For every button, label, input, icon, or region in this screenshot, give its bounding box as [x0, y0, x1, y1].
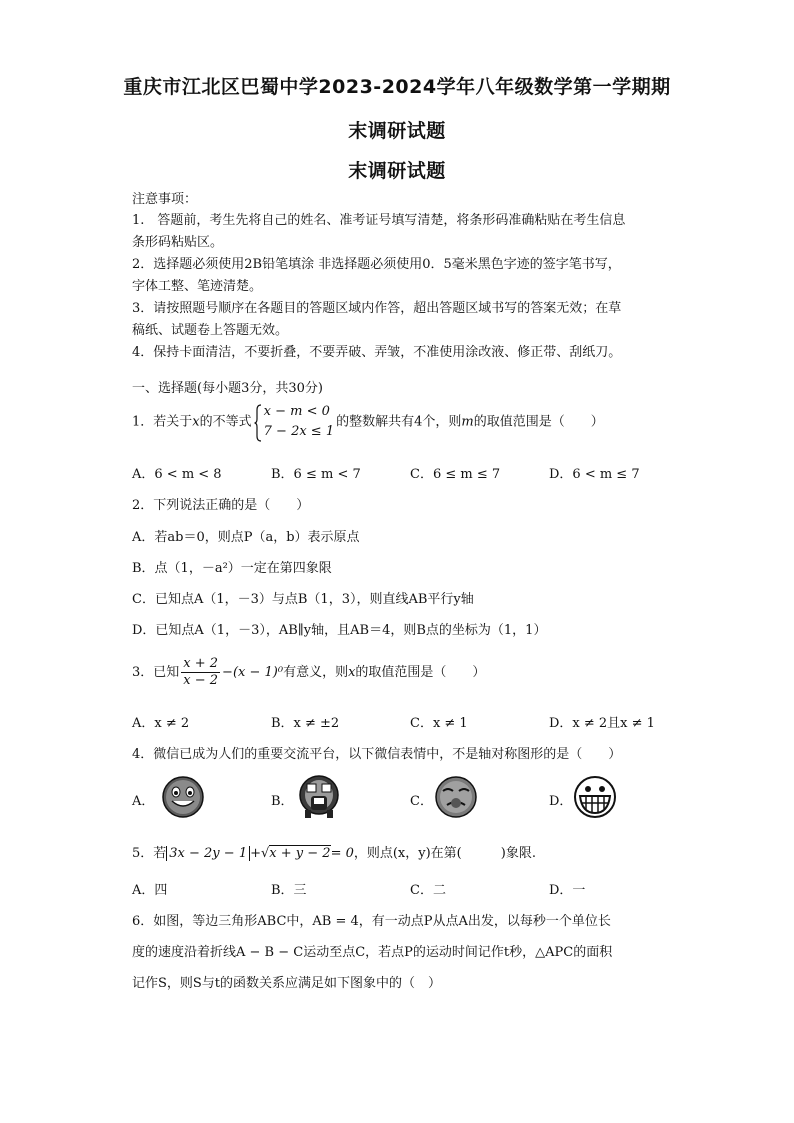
q2-option-d[interactable]: D．已知点A（1，－3），AB∥y轴，且AB＝4，则B点的坐标为（1，1） — [132, 623, 547, 638]
q3-tail: −(x − 1)⁰ — [222, 665, 284, 680]
q3-option-d[interactable]: D．x ≠ 2且x ≠ 1 — [549, 716, 655, 731]
q1-inequality-1: x − m < 0 — [263, 404, 330, 419]
notice-line: 3．请按照题号顺序在各题目的答题区域内作答，超出答题区域书写的答案无效；在草 — [132, 301, 622, 316]
q1-option-a[interactable]: A．6 < m < 8 — [132, 467, 222, 482]
q1-pre: 1．若关于 — [132, 414, 193, 430]
q5-radicand: x + y − 2 — [269, 846, 331, 861]
q5-option-a[interactable]: A．四 — [132, 883, 168, 898]
q1-option-c[interactable]: C．6 ≤ m ≤ 7 — [410, 467, 501, 482]
q1-inequality-system — [254, 402, 334, 442]
q3-numerator: x + 2 — [183, 656, 219, 671]
notice-line: 4．保持卡面清洁，不要折叠，不要弄破、弄皱，不准使用涂改液、修正带、刮纸刀。 — [132, 345, 622, 360]
q4-option-d[interactable]: D． — [549, 794, 573, 809]
q3-denominator: x − 2 — [183, 673, 219, 688]
notice-line: 1. 答题前，考生先将自己的姓名、准考证号填写清楚，将条形码准确粘贴在考生信息 — [132, 213, 626, 228]
notice-line: 条形码粘贴区。 — [132, 235, 224, 250]
thinking-face-icon — [433, 775, 479, 819]
question-6-line: 度的速度沿着折线A − B − C运动至点C，若点P的运动时间记作t秒，△APC的面积 — [132, 945, 613, 960]
q5-equals: = 0 — [330, 846, 354, 861]
question-6-line: 6．如图，等边三角形ABC中，AB = 4，有一动点P从点A出发，以每秒一个单位长 — [132, 914, 611, 929]
section-heading: 一、选择题(每小题3分，共30分) — [132, 381, 323, 396]
q5-option-b[interactable]: B．三 — [271, 883, 307, 898]
q5-option-d[interactable]: D．一 — [549, 883, 586, 898]
exam-title-line-3: 末调研试题 — [348, 160, 446, 182]
q3-option-b[interactable]: B．x ≠ ±2 — [271, 716, 340, 731]
q2-option-b[interactable]: B．点（1，－a²）一定在第四象限 — [132, 561, 332, 576]
q1-var-m: m — [461, 414, 474, 430]
q1-mid: 的不等式 — [199, 414, 252, 430]
q2-option-a[interactable]: A．若ab＝0，则点P（a，b）表示原点 — [132, 530, 360, 545]
question-4-stem: 4．微信已成为人们的重要交流平台，以下微信表情中，不是轴对称图形的是（ ） — [132, 747, 622, 762]
q5-pre: 5．若 — [132, 846, 167, 861]
question-1-stem — [132, 402, 604, 442]
brace-icon — [254, 404, 262, 442]
q3-fraction — [181, 656, 220, 689]
q2-option-c[interactable]: C．已知点A（1，－3）与点B（1，3），则直线AB平行y轴 — [132, 592, 474, 607]
question-5-stem — [132, 842, 536, 861]
q5-post: ，则点(x，y)在第( )象限. — [353, 846, 536, 861]
q3-option-a[interactable]: A．x ≠ 2 — [132, 716, 190, 731]
q3-var-x: x — [348, 665, 356, 680]
exam-title-line-2: 末调研试题 — [348, 120, 446, 142]
q1-post-2: 的取值范围是（ ） — [473, 414, 604, 430]
q3-pre: 3．已知 — [132, 665, 180, 680]
smiling-face-icon — [161, 775, 205, 819]
q5-option-c[interactable]: C．二 — [410, 883, 446, 898]
q4-option-b[interactable]: B． — [271, 794, 294, 809]
q3-post-1: 有意义，则 — [283, 665, 349, 680]
q4-option-a[interactable]: A． — [132, 794, 155, 809]
q1-inequality-2: 7 − 2x ≤ 1 — [263, 424, 335, 439]
q1-post-1: 的整数解共有4个，则 — [336, 414, 462, 430]
notice-line: 稿纸、试题卷上答题无效。 — [132, 323, 289, 338]
q1-var-x: x — [192, 414, 200, 430]
sqrt-icon: √ — [261, 846, 270, 861]
question-6-line: 记作S，则S与t的函数关系应满足如下图象中的（ ） — [132, 976, 442, 991]
notice-line: 2．选择题必须使用2B铅笔填涂 非选择题必须使用0．5毫米黑色字迹的签字笔书写， — [132, 257, 621, 272]
q1-option-b[interactable]: B．6 ≤ m < 7 — [271, 467, 361, 482]
crying-face-icon — [295, 774, 343, 820]
q3-post-2: 的取值范围是（ ） — [355, 665, 486, 680]
q3-option-c[interactable]: C．x ≠ 1 — [410, 716, 468, 731]
q4-option-c[interactable]: C． — [410, 794, 433, 809]
q5-absolute-value: 3x − 2y − 1 — [166, 846, 250, 861]
exam-title-line-1: 重庆市江北区巴蜀中学2023-2024学年八年级数学第一学期期 — [123, 76, 671, 98]
question-3-stem — [132, 656, 485, 689]
question-2-stem: 2．下列说法正确的是（ ） — [132, 498, 310, 513]
q5-plus: + — [250, 846, 261, 861]
notice-line: 字体工整、笔迹清楚。 — [132, 279, 263, 294]
q1-option-d[interactable]: D．6 < m ≤ 7 — [549, 467, 640, 482]
grinning-face-icon — [572, 775, 618, 819]
notice-heading: 注意事项： — [132, 192, 198, 207]
